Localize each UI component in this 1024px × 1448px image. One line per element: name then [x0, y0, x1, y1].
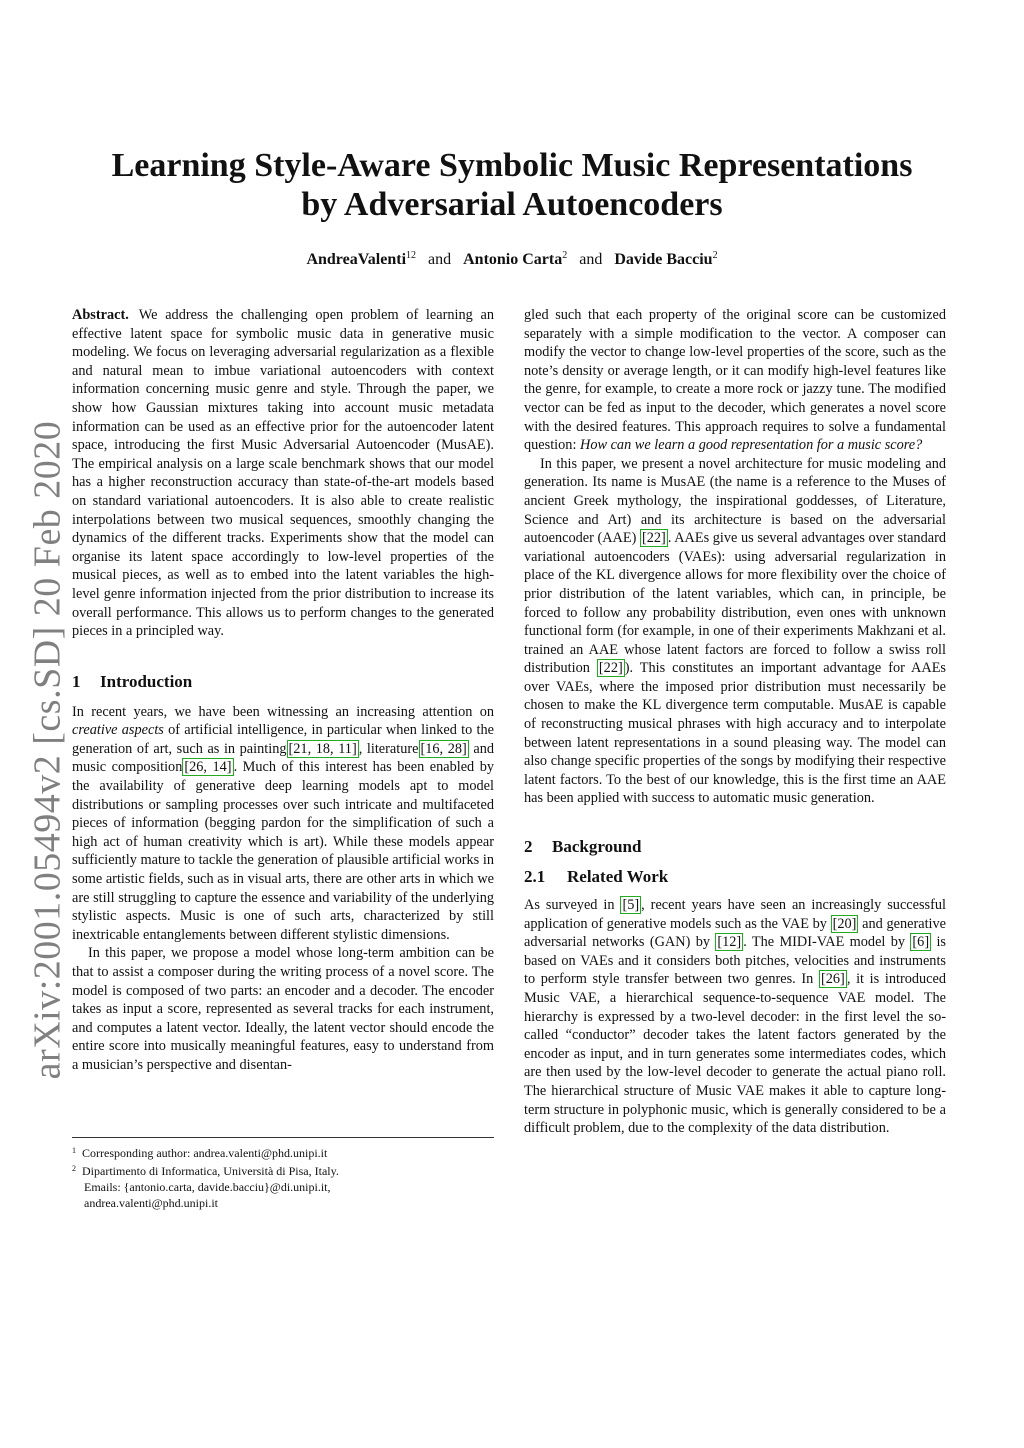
footnote-emails: Emails: {antonio.carta, davide.bacciu}@di.unipi.it,	[84, 1180, 331, 1194]
title-line-2: by Adversarial Autoencoders	[301, 186, 723, 223]
abstract-text: We address the challenging open problem of learning an effective latent space for symbolic music data in generative music modeling. We focus on leveraging adversarial regularization as a flexible and natural mean to imbue variational autoencoders with context information concerning music genre and style. Through the paper, we show how Gaussian mixtures taking into account music metadata information can be used as an effective prior for the autoencoder latent space, introducing the first Music Adversarial Autoencoder (MusAE). The empirical analysis on a large scale benchmark shows that our model has a higher reconstruction accuracy than state-of-the-art models based on standard variational autoencoders. It is also able to create realistic interpolations between two musical sequences, smoothly changing the dynamics of the different tracks. Experiments show that the model can organise its latent space accordingly to low-level properties of the musical pieces, as well as to embed into the latent variables the high-level genre information injected from the prior distribution to increase its overall performance. This allows us to perform changes to the generated pieces in a principled way.	[72, 307, 494, 640]
author-2-affil: 2	[562, 250, 568, 261]
footnote-rule	[72, 1137, 494, 1138]
author-list	[60, 246, 964, 270]
section-title: Introduction	[100, 671, 193, 691]
citation-link[interactable]: [22]	[641, 530, 666, 547]
section-title: Background	[552, 837, 642, 857]
author-conj: and	[579, 251, 603, 268]
emphasis: How can we learn a good representation for a music score?	[580, 437, 923, 454]
text-run: , recent years have seen an increasingly successful application of generative models such as the VAE by	[524, 897, 946, 932]
footnote-2	[72, 1161, 494, 1179]
emphasis: creative aspects	[72, 722, 164, 739]
abstract-label: Abstract.	[72, 307, 129, 323]
citation-link[interactable]: [20]	[832, 915, 857, 932]
text-run: . AAEs give us several advantages over standard variational autoencoders (VAEs): using adversarial regularization in place of the KL divergence allows for more flexibility over the choice of prior distribution of the latent variables, which can, in principle, be forced to follow any probability distribution, even ones with unknown functional form (for example, in one of their experiments Makhzani et al. trained an AAE whose latent factors are forced to follow a swiss roll distribution	[524, 530, 946, 677]
title-line-1: Learning Style-Aware Symbolic Music Representations	[111, 147, 913, 184]
paper-title	[60, 146, 964, 224]
abstract	[72, 306, 494, 641]
author-conj: and	[428, 251, 452, 268]
section-number: 1	[72, 671, 81, 691]
text-run: As surveyed in	[524, 897, 621, 914]
footnote-1	[72, 1143, 494, 1161]
subsection-number: 2.1	[524, 867, 546, 887]
author-2: Antonio Carta	[463, 251, 563, 268]
citation-link[interactable]: [26]	[821, 971, 845, 988]
section-number: 2	[524, 837, 533, 857]
footnotes	[72, 1137, 494, 1211]
text-run: of artificial intelligence, in particular when linked to the generation of art, such as in painting	[72, 722, 494, 757]
author-1: AndreaValenti	[306, 251, 407, 268]
subsection-heading-related-work	[524, 866, 946, 888]
text-run: , literature	[358, 740, 419, 757]
arxiv-stamp-text: arXiv:2001.05494v2 [cs.SD] 20 Feb 2020	[26, 420, 68, 1080]
subsection-title: Related Work	[567, 867, 669, 887]
text-run: . The MIDI-VAE model by	[743, 934, 911, 951]
citation-link[interactable]: [12]	[717, 934, 742, 951]
text-run: gled such that each property of the original score can be customized separately with a simple modification to the vector. A composer can modify the vector to change low-level properties of the score, such as the note’s density or average length, or it can modify high-level features like the genre, for example, to create a more rock or jazzy tune. The modified vector can be fed as input to the decoder, which generates a novel score with the desired features. This approach requires to solve a fundamental question:	[524, 307, 946, 454]
text-run: and generative adversarial networks (GAN) by	[524, 915, 947, 951]
citation-link[interactable]: [6]	[912, 934, 930, 951]
author-3: Davide Bacciu	[614, 251, 713, 268]
related-work-paragraph	[524, 896, 946, 1138]
section-heading-introduction	[72, 671, 494, 693]
right-paragraph-2	[524, 455, 946, 808]
footnote-text: Dipartimento di Informatica, Università di Pisa, Italy.	[82, 1164, 339, 1178]
text-run: , it is introduced Music VAE, a hierarchical sequence-to-sequence VAE model. The hierarchy is expressed by a two-level decoder: in the first level the so-called “conductor” decoder takes the latent factors generated by the encoder as input, and in turn generates some intermediates codes, which are then used by the low-level decoder to generate the actual piano roll. The hierarchical structure of Music VAE makes it able to capture long-term structure in polyphonic music, which is generally considered to be a difficult problem, due to the complexity of the data distribution.	[524, 971, 947, 1137]
citation-link[interactable]: [5]	[622, 897, 640, 914]
right-column	[524, 306, 946, 1138]
footnote-text: Corresponding author: andrea.valenti@phd.unipi.it	[82, 1146, 328, 1160]
left-column	[72, 306, 494, 1075]
author-3-affil: 2	[712, 250, 718, 261]
citation-link[interactable]: [16, 28]	[420, 740, 467, 757]
footnote-marker: 2	[72, 1164, 76, 1173]
citation-link[interactable]: [26, 14]	[184, 759, 232, 776]
text-run: In this paper, we present a novel architecture for music modeling and generation. Its name is MusAE (the name is a reference to the Muses of ancient Greek mythology, the inspirational goddesses, of Literature, Science and Art) and its architecture is based on the adversarial autoencoder (AAE)	[524, 455, 946, 547]
right-paragraph-1	[524, 306, 946, 455]
text-run: . Much of this interest has been enabled by the availability of generative deep learning models apt to model distributions or sampling processes over such intricate and multifaceted pieces of information (begging pardon for the simplification of such a high act of human creativity which is art). While these models appear sufficiently mature to tackle the generation of plausible artificial works in some artistic fields, such as in visual arts, there are other arts in which we are still struggling to capture the essence and variability of the underlying stylistic aspects. Music is one of such arts, characterized by still inextricable entanglements between different stylistic dimensions.	[72, 759, 495, 943]
section-heading-background	[524, 836, 946, 858]
author-1-affil: 12	[406, 250, 417, 261]
text-run: is based on VAEs and it considers both pitches, velocities and instruments to perform style transfer between two genres. In	[524, 934, 946, 988]
footnote-marker: 1	[72, 1146, 76, 1155]
citation-link[interactable]: [21, 18, 11]	[288, 740, 357, 757]
intro-paragraph-2: In this paper, we propose a model whose long-term ambition can be that to assist a composer during the writing process of a novel score. The model is composed of two parts: an encoder and a decoder. The encoder takes as input a score, represented as several tracks for each instrument, and computes a latent vector. Ideally, the latent vector should encode the entire score into musically meaningful features, easy to understand from a musician’s perspective and disentan-	[72, 945, 494, 1073]
text-run: and music composition	[72, 740, 495, 776]
text-run: In recent years, we have been witnessing an increasing attention on	[72, 703, 494, 720]
text-run: ). This constitutes an important advantage for AAEs over VAEs, where the imposed prior distribution must necessarily be chosen to make the KL divergence term computable. MusAE is capable of reconstructing musical phrases with high accuracy and to interpolate between latent representations in a sound pleasing way. The model can also change specific properties of the songs by modifying their respective latent factors. To the best of our knowledge, this is the first time an AAE has been applied with success to automatic music generation.	[524, 660, 946, 807]
citation-link[interactable]: [22]	[598, 660, 623, 677]
intro-paragraph-1	[72, 703, 494, 945]
footnote-emails: andrea.valenti@phd.unipi.it	[84, 1196, 219, 1210]
